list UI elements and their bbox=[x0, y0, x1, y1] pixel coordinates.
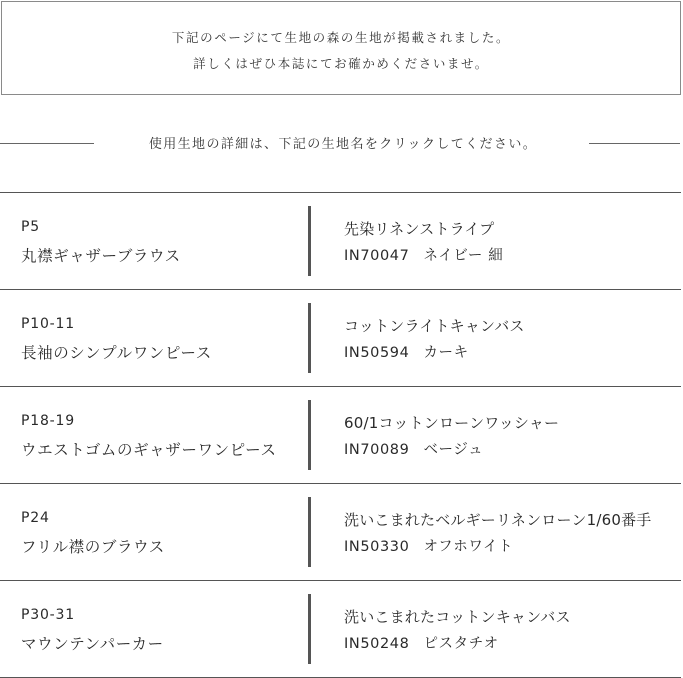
fabric-color[interactable]: カーキ bbox=[423, 345, 469, 361]
fabric-code-line[interactable] bbox=[344, 244, 503, 265]
column-divider bbox=[308, 206, 311, 276]
fabric-color[interactable]: オフホワイト bbox=[423, 539, 514, 555]
fabric-color[interactable]: ネイビー 細 bbox=[423, 248, 504, 264]
fabric-code[interactable]: IN50248 bbox=[344, 636, 410, 652]
notice-line-2: 詳しくはぜひ本誌にてお確かめくださいませ。 bbox=[193, 56, 489, 71]
notice-line-1: 下記のページにて生地の森の生地が掲載されました。 bbox=[171, 30, 511, 45]
fabric-code[interactable]: IN50594 bbox=[344, 345, 410, 361]
fabric-name[interactable]: コットンライトキャンバス bbox=[344, 317, 525, 335]
page-reference: P18-19 bbox=[21, 413, 75, 429]
table-row bbox=[0, 290, 681, 387]
column-divider bbox=[308, 400, 311, 470]
column-divider bbox=[308, 497, 311, 567]
page-reference: P24 bbox=[21, 510, 50, 526]
heading-rule-right bbox=[589, 143, 680, 144]
garment-cell bbox=[21, 193, 306, 289]
garment-cell bbox=[21, 581, 306, 677]
page-reference: P10-11 bbox=[21, 316, 75, 332]
fabric-link[interactable] bbox=[344, 193, 682, 289]
fabric-code-line[interactable] bbox=[344, 535, 513, 556]
fabric-code-line[interactable] bbox=[344, 632, 499, 653]
section-heading bbox=[0, 133, 683, 153]
fabric-code-line[interactable] bbox=[344, 341, 469, 362]
fabric-link[interactable] bbox=[344, 484, 682, 580]
fabric-table bbox=[0, 192, 681, 678]
fabric-link[interactable] bbox=[344, 290, 682, 386]
heading-rule-left bbox=[0, 143, 94, 144]
column-divider bbox=[308, 594, 311, 664]
column-divider bbox=[308, 303, 311, 373]
garment-name: 丸襟ギャザーブラウス bbox=[21, 247, 181, 265]
page-reference: P5 bbox=[21, 219, 40, 235]
notice-box bbox=[1, 1, 681, 95]
fabric-color[interactable]: ベージュ bbox=[423, 442, 484, 458]
garment-cell bbox=[21, 387, 306, 483]
fabric-name[interactable]: 洗いこまれたベルギーリネンローン1/60番手 bbox=[344, 511, 652, 529]
table-row bbox=[0, 387, 681, 484]
garment-cell bbox=[21, 290, 306, 386]
fabric-code-line[interactable] bbox=[344, 438, 483, 459]
fabric-link[interactable] bbox=[344, 581, 682, 677]
fabric-code[interactable]: IN50330 bbox=[344, 539, 410, 555]
fabric-color[interactable]: ピスタチオ bbox=[423, 636, 499, 652]
table-row bbox=[0, 484, 681, 581]
garment-name: 長袖のシンプルワンピース bbox=[21, 344, 212, 362]
garment-name: ウエストゴムのギャザーワンピース bbox=[21, 441, 277, 459]
fabric-name[interactable]: 60/1コットンローンワッシャー bbox=[344, 414, 560, 432]
page-reference: P30-31 bbox=[21, 607, 75, 623]
garment-cell bbox=[21, 484, 306, 580]
fabric-code[interactable]: IN70089 bbox=[344, 442, 410, 458]
heading-text: 使用生地の詳細は、下記の生地名をクリックしてください。 bbox=[148, 137, 538, 152]
fabric-link[interactable] bbox=[344, 387, 682, 483]
fabric-code[interactable]: IN70047 bbox=[344, 248, 410, 264]
fabric-name[interactable]: 洗いこまれたコットンキャンバス bbox=[344, 608, 571, 626]
table-row bbox=[0, 193, 681, 290]
garment-name: マウンテンパーカー bbox=[21, 635, 164, 653]
fabric-name[interactable]: 先染リネンストライプ bbox=[344, 220, 495, 238]
table-row bbox=[0, 581, 681, 678]
garment-name: フリル襟のブラウス bbox=[21, 538, 165, 556]
